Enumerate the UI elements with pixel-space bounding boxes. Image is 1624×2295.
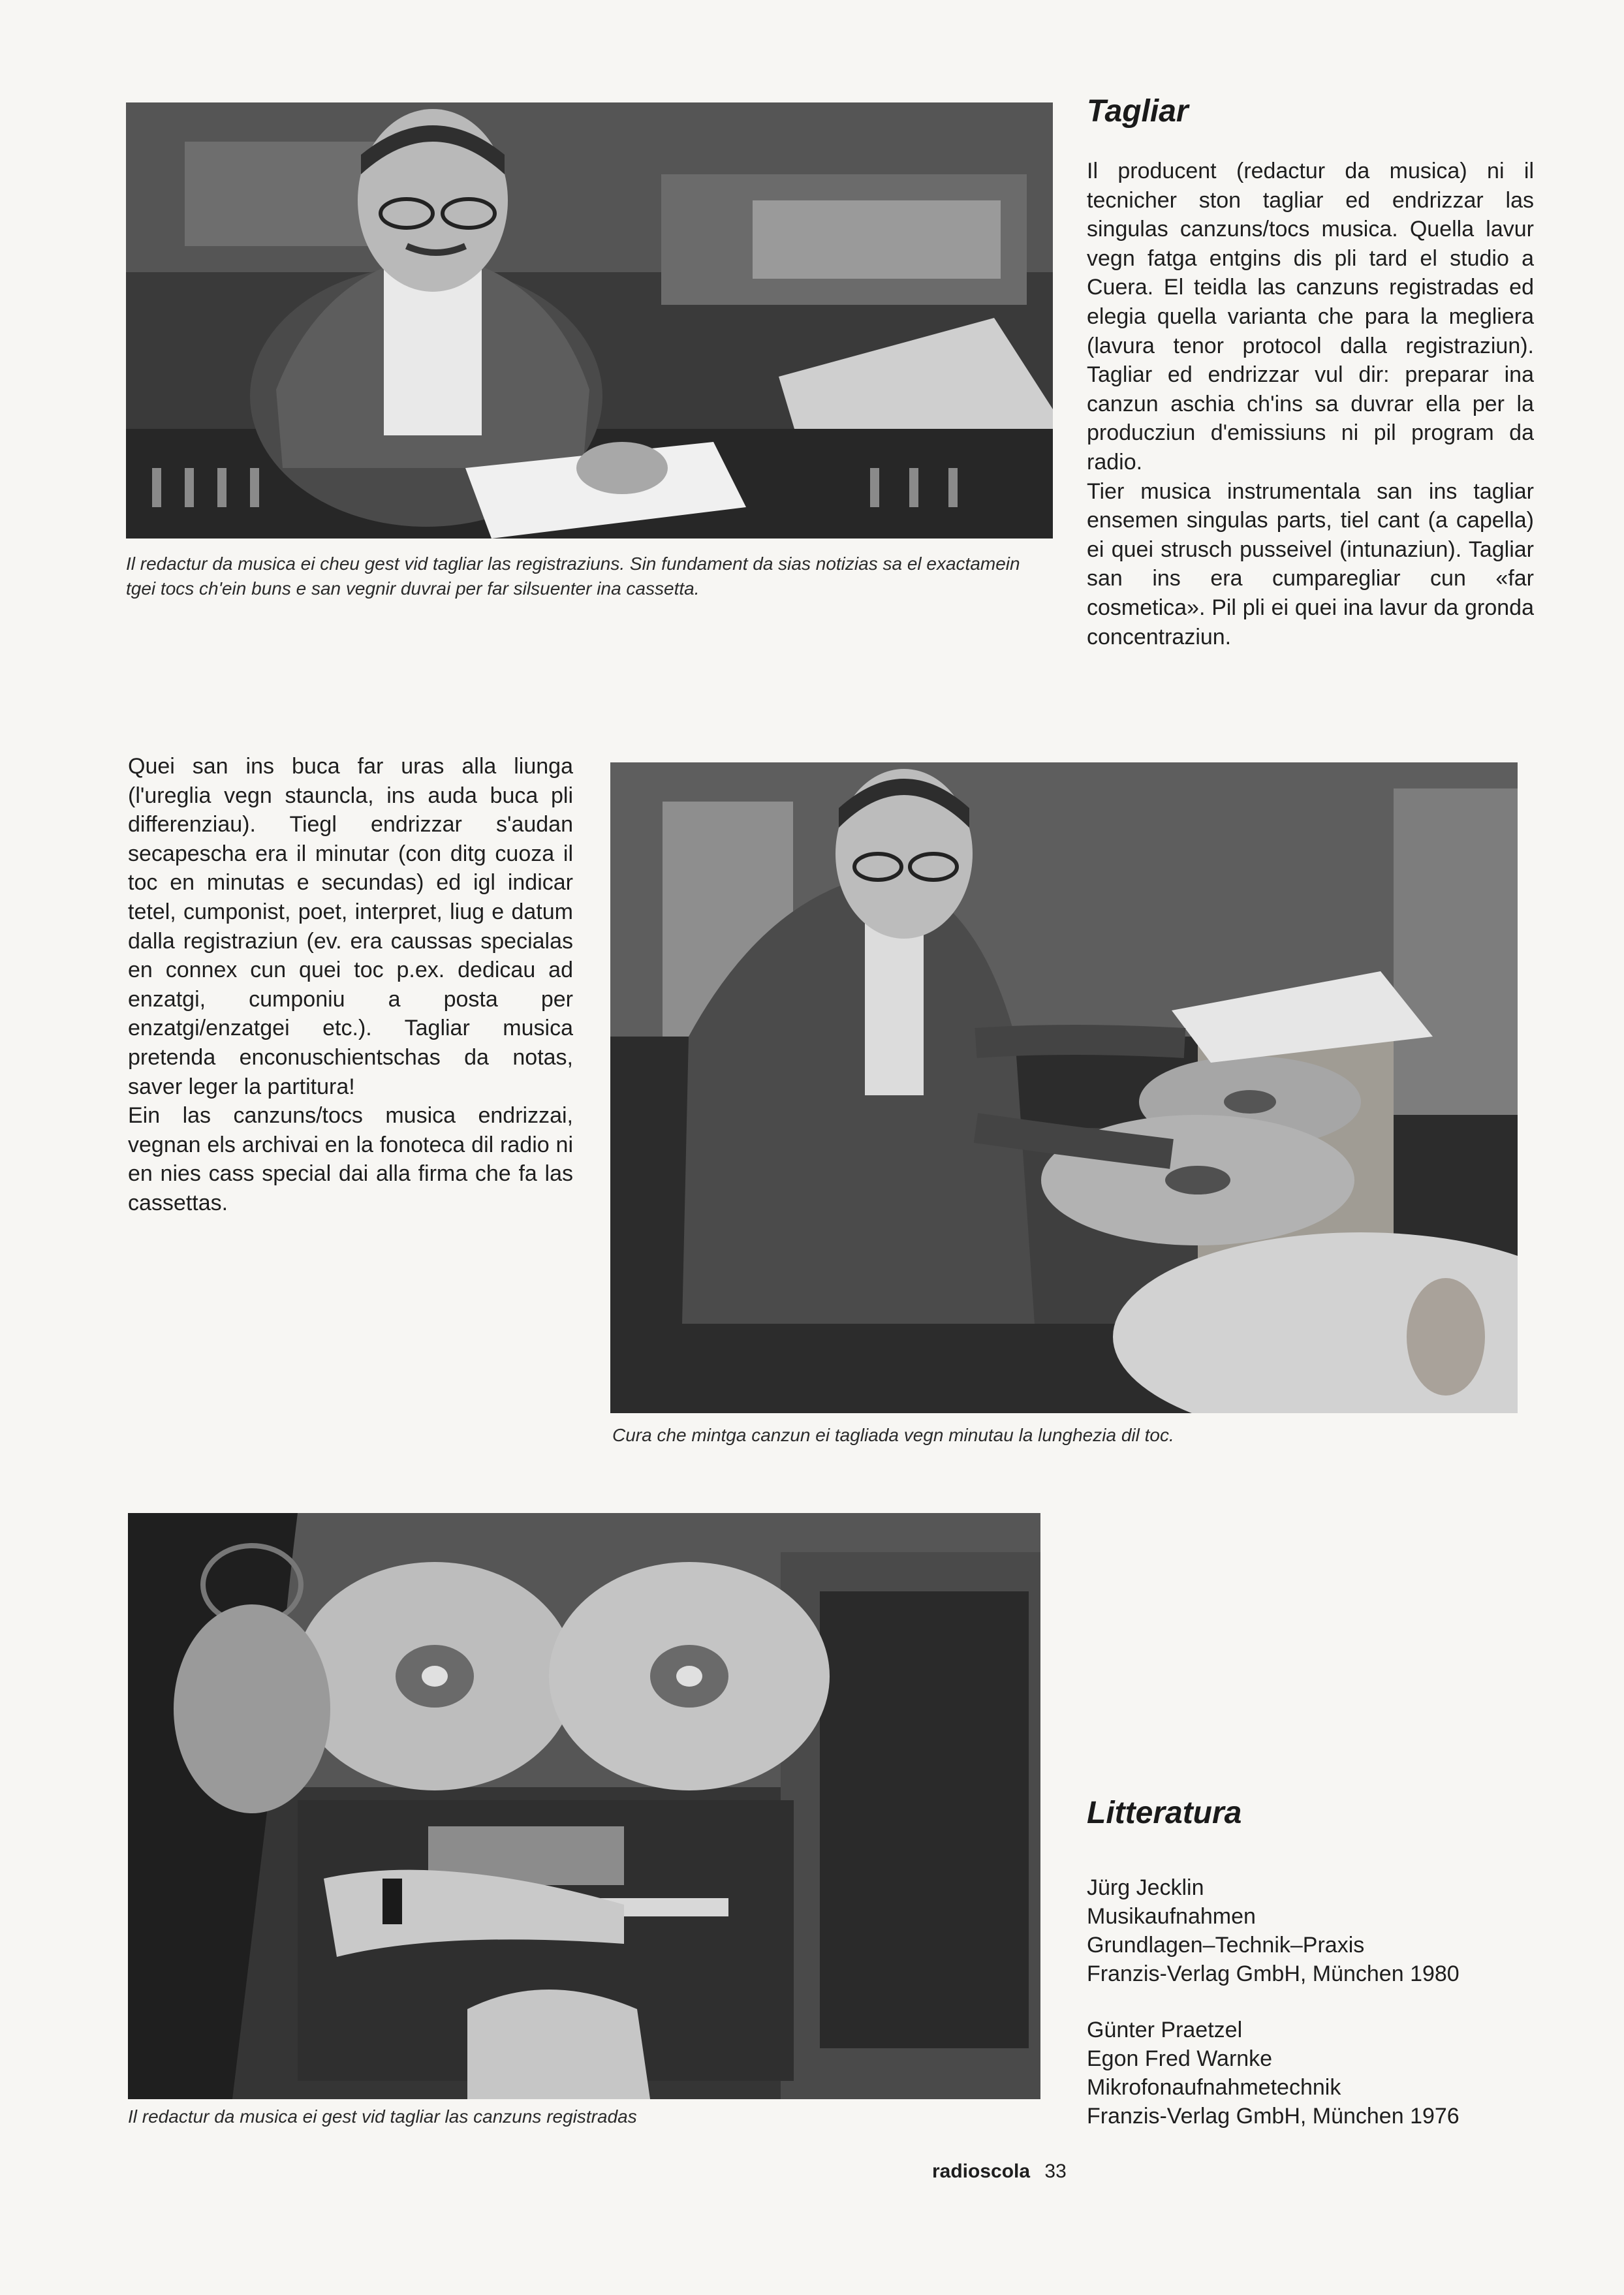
literature-subtitle: Grundlagen–Technik–Praxis	[1087, 1933, 1365, 1958]
photo-editor-at-tape-machine	[610, 762, 1518, 1413]
section-title-litteratura: Litteratura	[1087, 1796, 1242, 1830]
literature-book-title: Musikaufnahmen	[1087, 1904, 1256, 1929]
tagliar-paragraph: Tier musica instrumentala san ins tagliar ensemen singulas parts, tiel cant (a capella) ei quei strusch pusseivel (intunaziun). Tagliar san ins era cumparegliar cun «far cosmetica». Pil pli ei quei ina lavur da gronda concentraziun.	[1087, 478, 1534, 649]
photo-editor-at-console	[126, 102, 1053, 539]
continuation-paragraph: Quei san ins buca far uras alla liunga (l'ureglia vegn stauncla, ins auda buca pli differenziau). Tiegl endrizzar s'audan secapescha era il minutar (con ditg cuoza il toc en minutas e secundas) ed igl indicar tetel, cumponist, poet, interpret, liug e datum dalla registraziun (ev. era caussas specialas en connex cun quei toc p.ex. dedicau ad enzatgi, cumponiu a posta per enzatgi/enzatgei etc.). Tagliar musica pretenda enconuschientschas da notas, saver leger la partitura!	[128, 754, 573, 1099]
literature-author: Egon Fred Warnke	[1087, 2046, 1273, 2071]
page-footer	[932, 2161, 1067, 2183]
tagliar-body	[1087, 157, 1534, 651]
continuation-paragraph: Ein las canzuns/tocs musica endrizzai, vegnan els archivai en la fonoteca dil radio ni en nies cass special dai alla firma che fa las cassettas.	[128, 1103, 573, 1215]
section-title-tagliar: Tagliar	[1087, 94, 1189, 129]
page-number: 33	[1044, 2161, 1067, 2182]
photo-tape-editing-closeup	[128, 1513, 1040, 2099]
continuation-body	[128, 752, 573, 1218]
photo-caption-top: Il redactur da musica ei cheu gest vid tagliar las registraziuns. Sin fundament da sias notizias sa el exactamein tgei tocs ch'ein buns e san vegnir duvrai per far silsuenter ina cassetta.	[126, 554, 1020, 599]
literature-author: Jürg Jecklin	[1087, 1875, 1204, 1900]
tagliar-paragraph: Il producent (redactur da musica) ni il tecnicher ston tagliar ed endrizzar las singulas canzuns/tocs musica. Quella lavur vegn fatga entgins dis pli tard el studio a Cuera. El teidla las canzuns registradas ed elegia quella varianta che para la megliera (lavura tenor protocol dalla registraziun). Tagliar ed endrizzar vul dir: preparar ina canzun aschia ch'ins sa duvrar ella per la producziun d'emissiuns ni pil program da radio.	[1087, 159, 1534, 475]
literature-author: Günter Praetzel	[1087, 2018, 1243, 2042]
literature-entry	[1087, 1873, 1460, 1988]
literature-book-title: Mikrofonaufnahmetechnik	[1087, 2075, 1341, 2100]
photo-caption-bottom: Il redactur da musica ei gest vid tagliar las canzuns registradas	[128, 2106, 637, 2127]
literature-publisher: Franzis-Verlag GmbH, München 1976	[1087, 2104, 1460, 2129]
literature-entry	[1087, 2016, 1460, 2131]
publication-name: radioscola	[932, 2161, 1031, 2182]
photo-caption-middle: Cura che mintga canzun ei tagliada vegn minutau la lunghezia dil toc.	[612, 1425, 1174, 1445]
literature-publisher: Franzis-Verlag GmbH, München 1980	[1087, 1961, 1460, 1986]
